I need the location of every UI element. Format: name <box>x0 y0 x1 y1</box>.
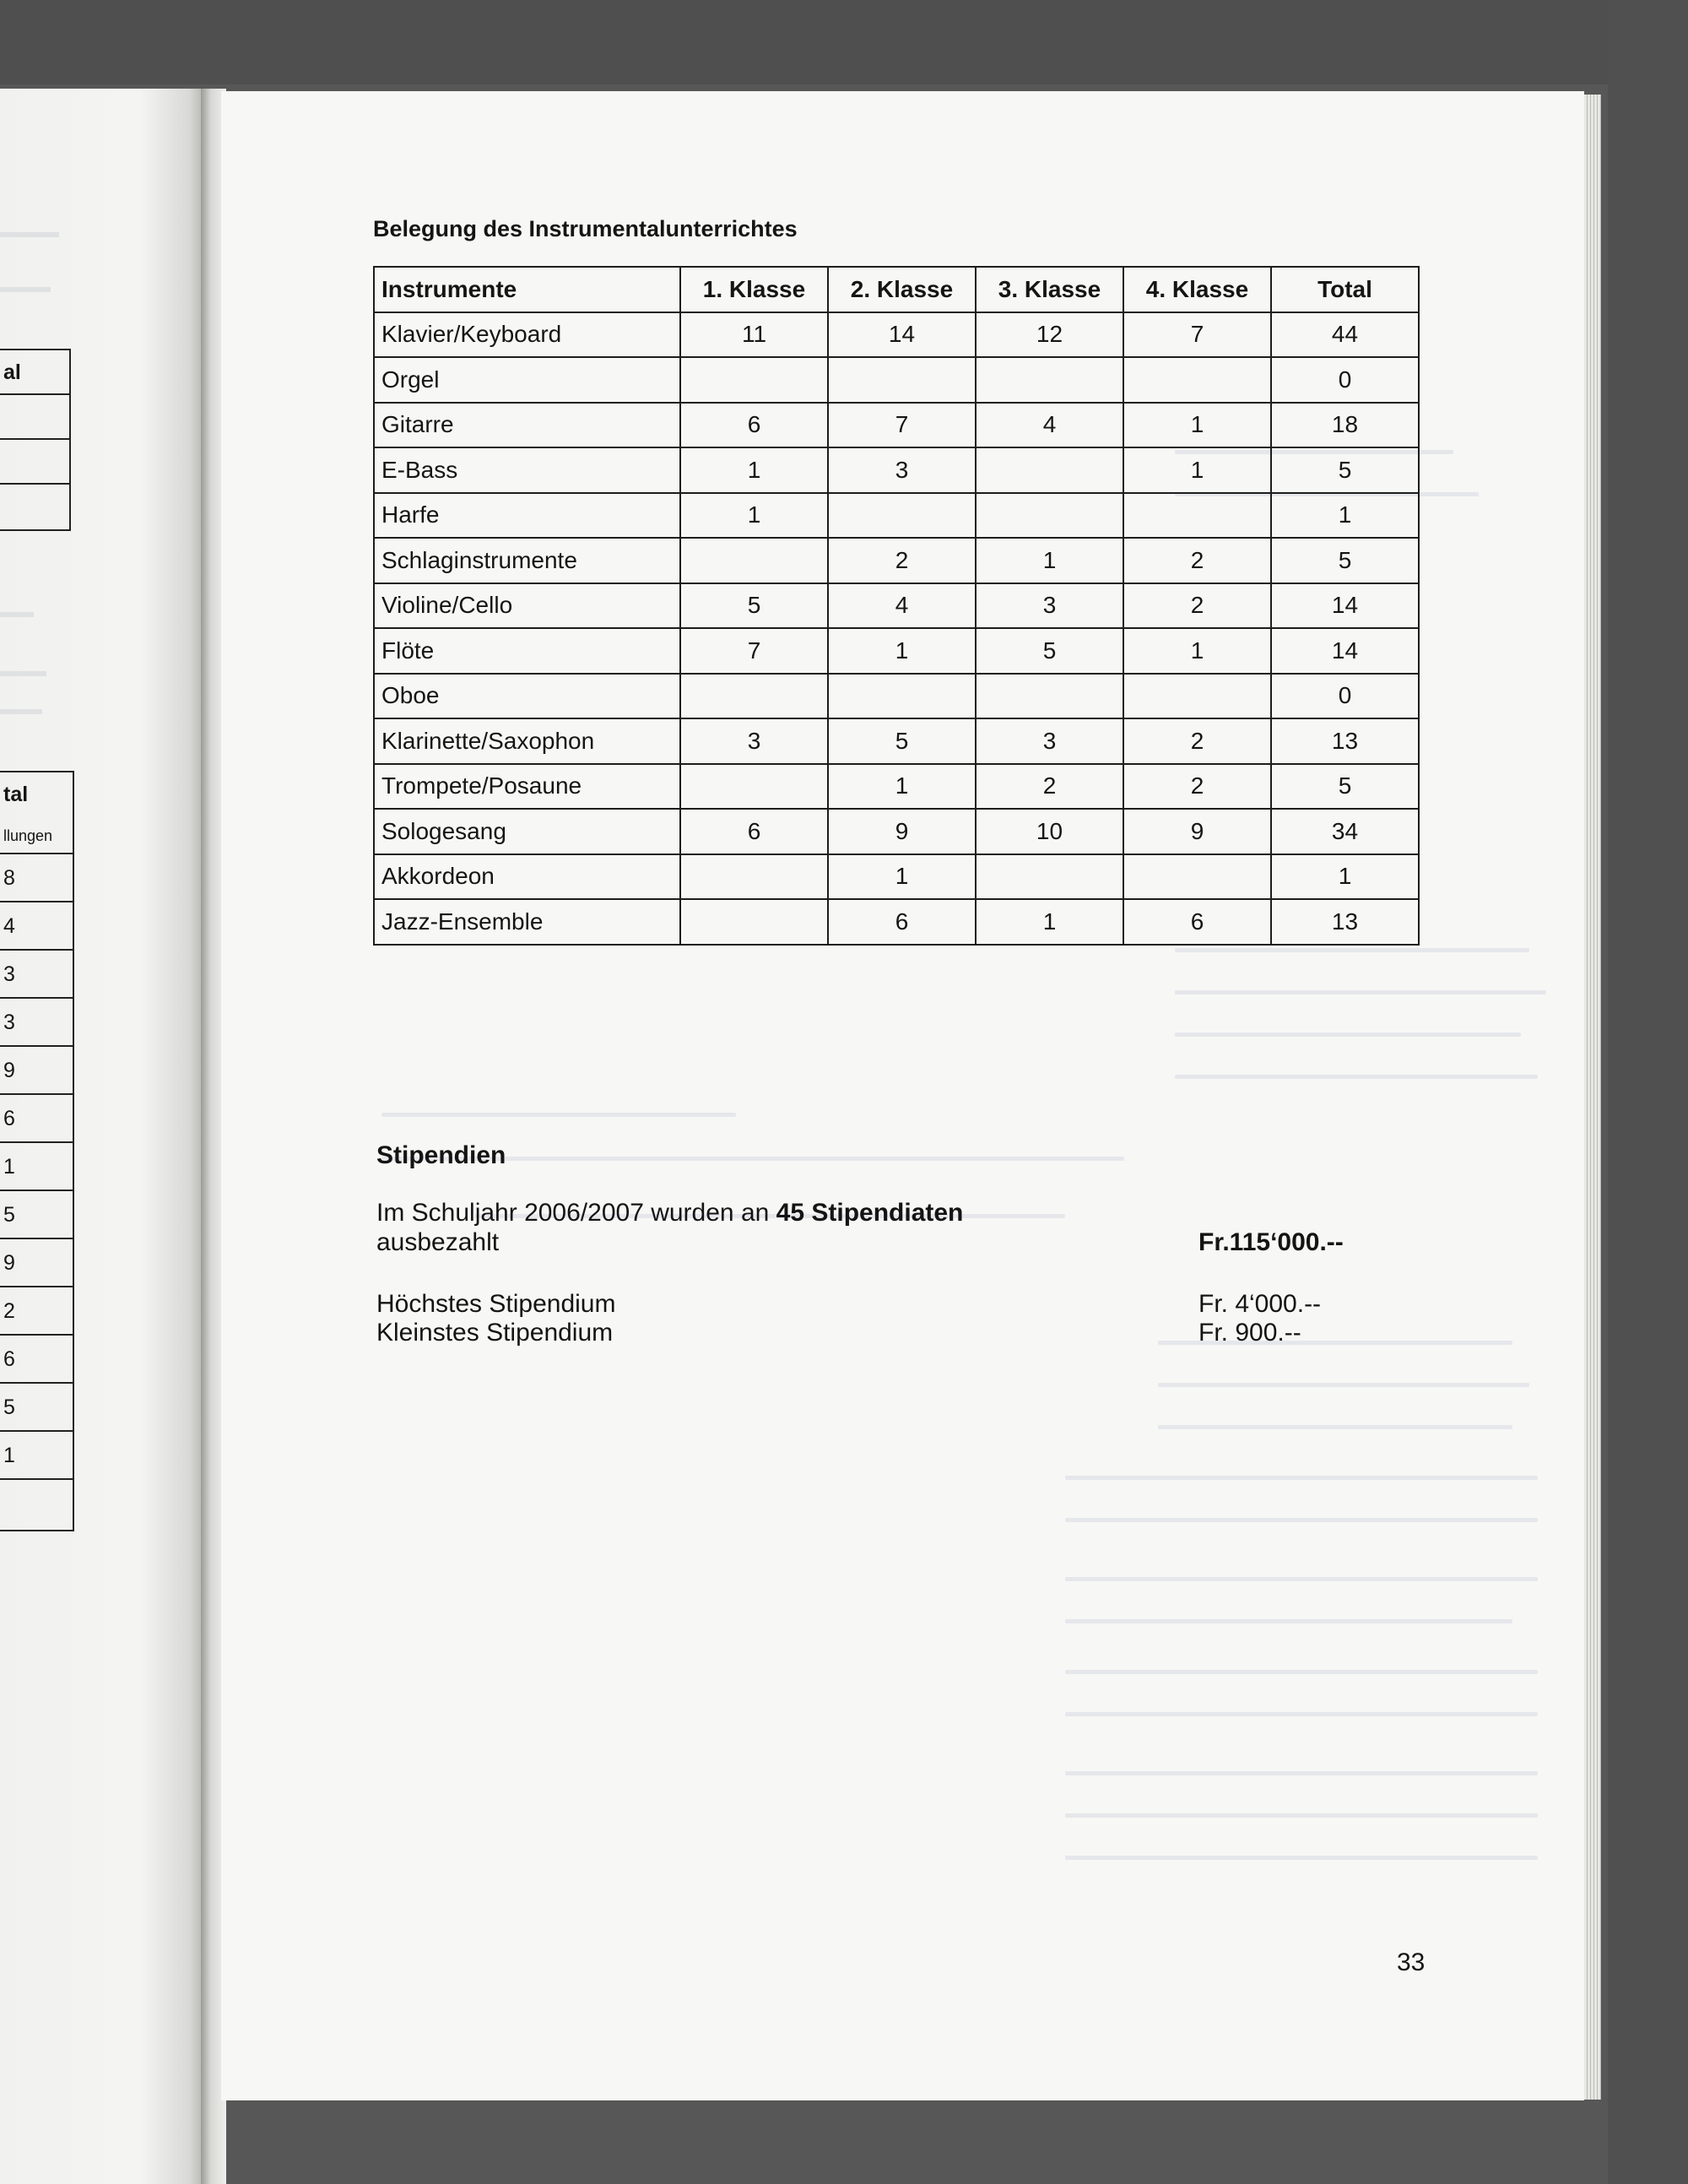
table-row <box>374 493 1419 539</box>
left-table-cell: 9 <box>3 1059 15 1082</box>
cell-klasse-4: 9 <box>1123 809 1271 854</box>
table-row <box>374 854 1419 900</box>
table-row <box>374 447 1419 493</box>
cell-total: 0 <box>1271 357 1419 403</box>
cell-total: 34 <box>1271 809 1419 854</box>
table-row <box>374 764 1419 810</box>
cell-total: 1 <box>1271 493 1419 539</box>
cell-klasse-4 <box>1123 854 1271 900</box>
document-page <box>221 91 1584 2100</box>
stipendien-total-amount: Fr.115‘000.-- <box>1198 1228 1344 1256</box>
cell-instrument: Jazz-Ensemble <box>374 899 680 945</box>
left-table-cell: 3 <box>3 962 15 986</box>
cell-klasse-2: 1 <box>828 764 976 810</box>
cell-klasse-2: 4 <box>828 583 976 629</box>
cell-klasse-1: 6 <box>680 403 828 448</box>
cell-klasse-2: 7 <box>828 403 976 448</box>
left-facing-page <box>0 89 201 2184</box>
left-table-cell: 5 <box>3 1203 15 1227</box>
cell-klasse-3: 3 <box>976 718 1123 764</box>
table-header-row <box>374 267 1419 312</box>
stipendien-line-1-prefix: Im Schuljahr 2006/2007 wurden an <box>376 1199 776 1227</box>
left-table-cell: 1 <box>3 1155 15 1179</box>
cell-klasse-1 <box>680 357 828 403</box>
cell-klasse-3 <box>976 854 1123 900</box>
page-stack-edge <box>1584 95 1601 2100</box>
table-row <box>374 538 1419 583</box>
scanner-background-top <box>0 0 1688 84</box>
cell-klasse-4 <box>1123 493 1271 539</box>
header-klasse-3: 3. Klasse <box>976 267 1123 312</box>
cell-total: 44 <box>1271 312 1419 358</box>
cell-klasse-1: 3 <box>680 718 828 764</box>
cell-klasse-1 <box>680 899 828 945</box>
cell-klasse-2: 9 <box>828 809 976 854</box>
cell-klasse-3 <box>976 357 1123 403</box>
cell-klasse-2 <box>828 674 976 719</box>
cell-klasse-3: 5 <box>976 628 1123 674</box>
cell-klasse-2: 1 <box>828 854 976 900</box>
table-row <box>374 674 1419 719</box>
left-table-cell: 8 <box>3 866 15 890</box>
cell-klasse-3: 1 <box>976 538 1123 583</box>
cell-klasse-3 <box>976 447 1123 493</box>
table-row <box>374 583 1419 629</box>
cell-klasse-3 <box>976 493 1123 539</box>
table-row <box>374 628 1419 674</box>
table-body <box>374 312 1419 945</box>
cell-klasse-1 <box>680 854 828 900</box>
stipendien-heading: Stipendien <box>376 1141 506 1169</box>
cell-klasse-2: 3 <box>828 447 976 493</box>
left-page-table-fragment <box>0 349 71 531</box>
cell-klasse-4: 2 <box>1123 583 1271 629</box>
table-row <box>374 403 1419 448</box>
cell-klasse-2: 5 <box>828 718 976 764</box>
stipendium-max-amount: Fr. 4‘000.-- <box>1198 1290 1322 1318</box>
cell-total: 14 <box>1271 628 1419 674</box>
cell-total: 5 <box>1271 538 1419 583</box>
cell-klasse-1: 5 <box>680 583 828 629</box>
cell-klasse-2 <box>828 493 976 539</box>
cell-total: 14 <box>1271 583 1419 629</box>
left-table-cell: 4 <box>3 914 15 938</box>
left-table-header-total: tal <box>3 783 29 806</box>
cell-total: 0 <box>1271 674 1419 719</box>
table-row <box>374 357 1419 403</box>
header-klasse-2: 2. Klasse <box>828 267 976 312</box>
cell-klasse-4: 1 <box>1123 447 1271 493</box>
cell-instrument: Orgel <box>374 357 680 403</box>
cell-instrument: Klarinette/Saxophon <box>374 718 680 764</box>
cell-klasse-4: 2 <box>1123 538 1271 583</box>
stipendien-line-2: ausbezahlt <box>376 1228 500 1256</box>
stipendium-min-amount: Fr. 900.-- <box>1198 1319 1301 1347</box>
cell-instrument: E-Bass <box>374 447 680 493</box>
cell-klasse-2: 2 <box>828 538 976 583</box>
cell-klasse-2 <box>828 357 976 403</box>
instrument-enrollment-table <box>373 266 1420 946</box>
cell-klasse-4 <box>1123 357 1271 403</box>
cell-klasse-2: 14 <box>828 312 976 358</box>
cell-total: 13 <box>1271 899 1419 945</box>
left-table-cell: 1 <box>3 1444 15 1467</box>
table-row <box>374 718 1419 764</box>
left-table-header-fragment: al <box>3 360 21 384</box>
cell-instrument: Gitarre <box>374 403 680 448</box>
cell-klasse-1: 11 <box>680 312 828 358</box>
stipendien-line-1 <box>376 1199 963 1227</box>
scanner-background-right <box>1608 0 1688 2184</box>
stipendium-min-label: Kleinstes Stipendium <box>376 1319 614 1347</box>
cell-klasse-1 <box>680 764 828 810</box>
left-table-cell: 6 <box>3 1107 15 1130</box>
cell-instrument: Harfe <box>374 493 680 539</box>
cell-instrument: Klavier/Keyboard <box>374 312 680 358</box>
ghost-line <box>0 709 42 714</box>
cell-klasse-4 <box>1123 674 1271 719</box>
table-title: Belegung des Instrumentalunterrichtes <box>373 216 798 241</box>
cell-klasse-1: 6 <box>680 809 828 854</box>
cell-klasse-1 <box>680 674 828 719</box>
left-table-cell: 9 <box>3 1251 15 1275</box>
cell-instrument: Trompete/Posaune <box>374 764 680 810</box>
cell-klasse-3: 3 <box>976 583 1123 629</box>
cell-klasse-3 <box>976 674 1123 719</box>
cell-klasse-1: 7 <box>680 628 828 674</box>
cell-klasse-4: 2 <box>1123 764 1271 810</box>
cell-klasse-4: 1 <box>1123 628 1271 674</box>
cell-instrument: Akkordeon <box>374 854 680 900</box>
cell-klasse-1: 1 <box>680 493 828 539</box>
cell-instrument: Schlaginstrumente <box>374 538 680 583</box>
cell-instrument: Flöte <box>374 628 680 674</box>
cell-klasse-3: 12 <box>976 312 1123 358</box>
header-klasse-4: 4. Klasse <box>1123 267 1271 312</box>
cell-klasse-2: 1 <box>828 628 976 674</box>
header-total: Total <box>1271 267 1419 312</box>
cell-instrument: Sologesang <box>374 809 680 854</box>
left-table-cell: 6 <box>3 1347 15 1371</box>
header-instrumente: Instrumente <box>374 267 680 312</box>
table-row <box>374 899 1419 945</box>
ghost-line <box>0 612 34 617</box>
cell-klasse-3: 4 <box>976 403 1123 448</box>
ghost-line <box>0 232 59 237</box>
page-number: 33 <box>1397 1948 1426 1976</box>
cell-total: 5 <box>1271 764 1419 810</box>
cell-klasse-1: 1 <box>680 447 828 493</box>
cell-total: 18 <box>1271 403 1419 448</box>
left-page-total-table-fragment <box>0 771 74 1531</box>
left-table-subheader: llungen <box>3 827 53 844</box>
ghost-line <box>0 671 46 676</box>
cell-klasse-1 <box>680 538 828 583</box>
cell-klasse-3: 1 <box>976 899 1123 945</box>
cell-klasse-4: 1 <box>1123 403 1271 448</box>
header-klasse-1: 1. Klasse <box>680 267 828 312</box>
cell-klasse-3: 2 <box>976 764 1123 810</box>
cell-klasse-2: 6 <box>828 899 976 945</box>
table-row <box>374 809 1419 854</box>
cell-instrument: Violine/Cello <box>374 583 680 629</box>
table-row <box>374 312 1419 358</box>
cell-total: 5 <box>1271 447 1419 493</box>
cell-total: 1 <box>1271 854 1419 900</box>
cell-klasse-3: 10 <box>976 809 1123 854</box>
left-table-cell: 5 <box>3 1395 15 1419</box>
stipendien-count: 45 Stipendiaten <box>776 1199 964 1227</box>
cell-klasse-4: 2 <box>1123 718 1271 764</box>
cell-klasse-4: 6 <box>1123 899 1271 945</box>
stipendium-max-label: Höchstes Stipendium <box>376 1290 616 1318</box>
left-table-cell: 2 <box>3 1299 15 1323</box>
cell-total: 13 <box>1271 718 1419 764</box>
cell-instrument: Oboe <box>374 674 680 719</box>
cell-klasse-4: 7 <box>1123 312 1271 358</box>
left-table-cell: 3 <box>3 1011 15 1034</box>
ghost-line <box>0 287 51 292</box>
page-content <box>221 91 1584 2100</box>
